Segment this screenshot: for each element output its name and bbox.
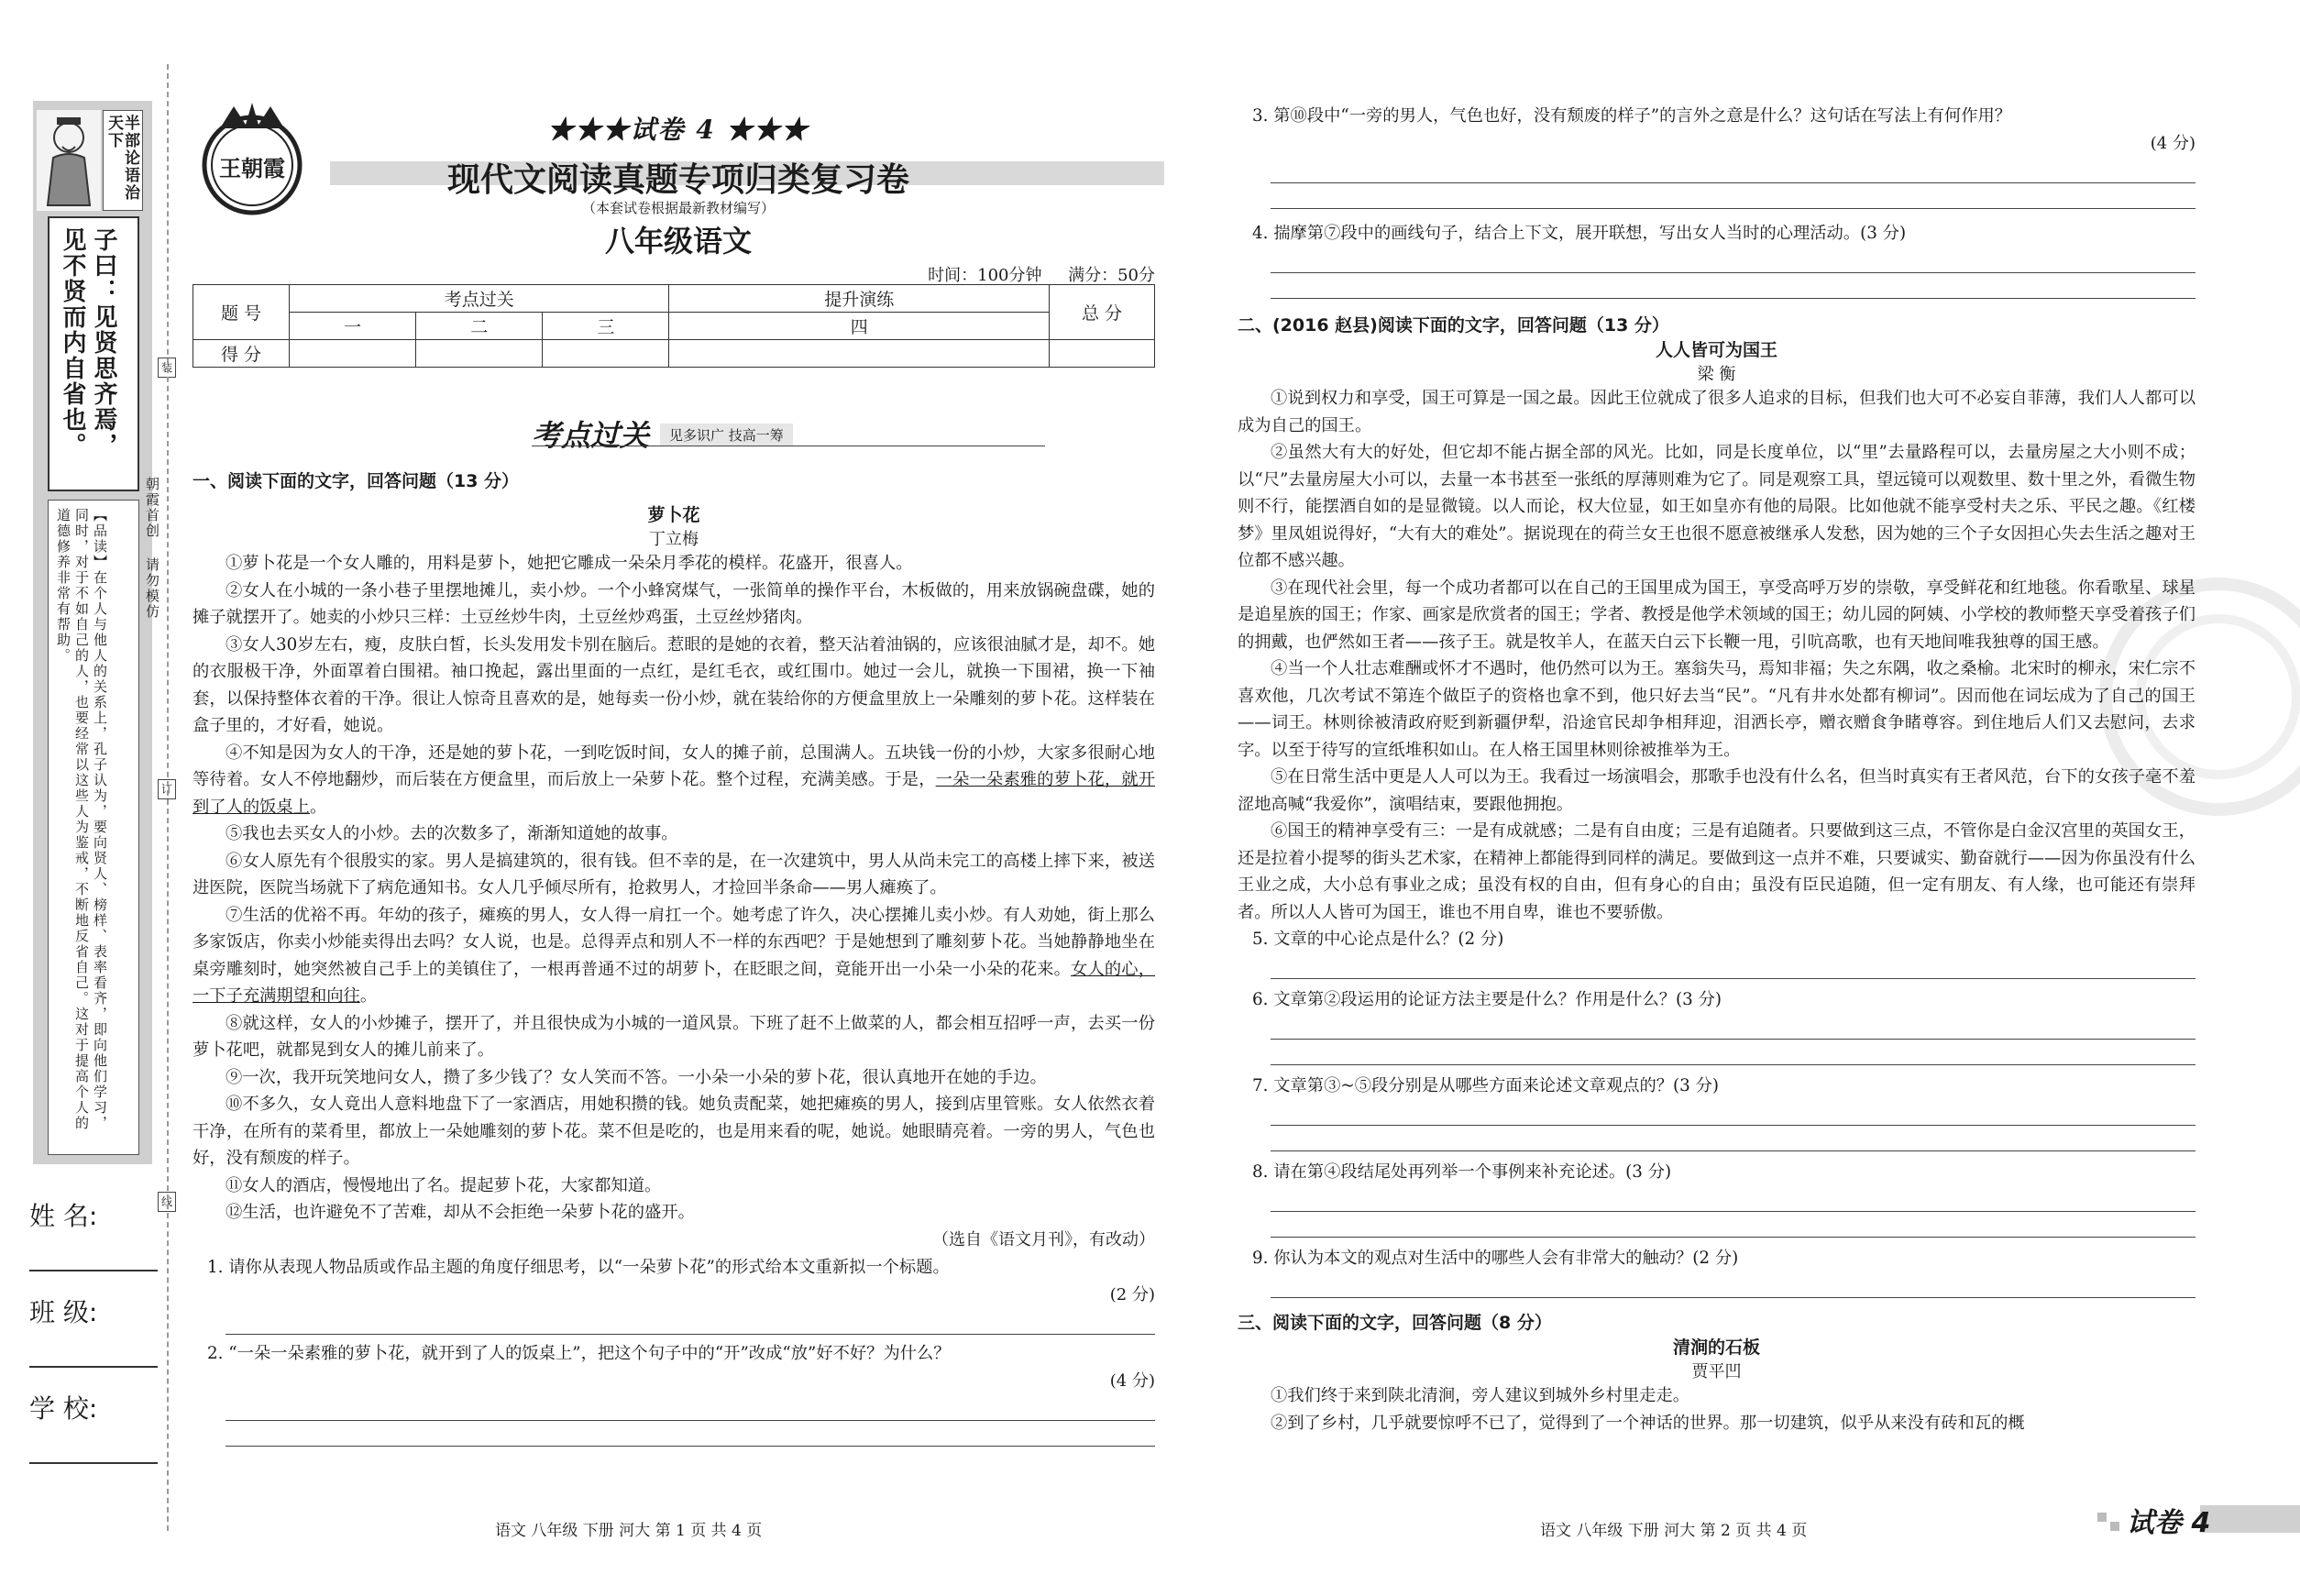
score-col: 二 [416, 313, 543, 340]
score-group-1: 考点过关 [290, 285, 669, 313]
paragraph: ①说到权力和享受，国王可算是一国之最。因此王位就成了很多人追求的目标，但我们也大可不必妄自菲薄，我们人人都可以成为自己的国王。 [1238, 389, 2195, 435]
question-points: (2 分) [1109, 1284, 1155, 1304]
paragraph: ⑤在日常生活中更是人人可以为王。我看过一场演唱会，那歌手也没有什么名，但当时真实有王者风范，台下的女孩子毫不羞涩地高喊“我爱你”，演唱结束，要跟他拥抱。 [1238, 767, 2195, 814]
paragraph: ⑩不多久，女人竟出人意料地盘下了一家酒店，用她积攒的钱。她负责配菜，她把瘫痪的男人，接到店里管账。女人依然衣着干净，在所有的菜肴里，都放上一朵她雕刻的萝卜花。菜不但是吃的，也是用来看的呢，她说。她眼睛亮着。一旁的男人，气色也好，没有颓废的样子。 [193, 1095, 1155, 1168]
article2-title: 人人皆可为国王 [1655, 340, 1777, 360]
paragraph: ②女人在小城的一条小巷子里摆地摊儿，卖小炒。一个小蜂窝煤气，一张简单的操作平台，木板做的，用来放锅碗盘碟，她的摊子就摆开了。她卖的小炒只三样：土豆丝炒牛肉，土豆丝炒鸡蛋，土豆丝炒猪肉。 [193, 580, 1155, 627]
paper-tag-label: 试卷 4 [2127, 1507, 2211, 1539]
paragraph: ①我们终于来到陕北清涧，旁人建议到城外乡村里走走。 [1271, 1386, 1690, 1405]
paragraph: ⑥国王的精神享受有三：一是有成就感；二是有自由度；三是有追随者。只要做到这三点，不管你是白金汉宫里的英国女王，还是拉着小提琴的街头艺术家，在精神上都能得到同样的满足。要做到这一点并不难，只要诚实、勤奋就行——因为你虽没有什么王业之成，大小总有事业之成；虽没有权的自由，但有身心的自由；虽没有臣民追随，但一定有朋友、有人缘，也可能还有崇拜者。所以人人皆可为国王，谁也不用自卑，谁也不要骄傲。 [1238, 821, 2195, 922]
answer-line[interactable] [1271, 1014, 2195, 1040]
binding-mark: 订 [158, 779, 176, 799]
question-points: (4 分) [1109, 1370, 1155, 1391]
score-col: 三 [543, 313, 669, 340]
answer-line[interactable] [226, 1395, 1155, 1421]
paragraph: ①萝卜花是一个女人雕的，用料是萝卜，她把它雕成一朵朵月季花的模样。花盛开，很喜人。 [226, 554, 913, 573]
answer-line[interactable] [226, 1309, 1155, 1335]
footer-right: 语文 八年级 下册 河大 第 2 页 共 4 页 [1540, 1522, 1808, 1540]
full-score: 满分：50分 [1068, 266, 1155, 285]
paper-subnote: （本套试卷根据最新教材编写） [581, 200, 775, 216]
cut-line [167, 64, 169, 1531]
paper-tag [2090, 1494, 2300, 1542]
part2-heading: 二、(2016 赵县)阅读下面的文字，回答问题（13 分） [1238, 315, 1669, 336]
name-label: 姓 名: [29, 1201, 98, 1231]
score-cell[interactable] [290, 340, 416, 368]
answer-line[interactable] [1271, 953, 2195, 979]
paragraph: ②虽然大有大的好处，但它却不能占据全部的风光。比如，同是长度单位，以“里”去量路程可以，去量房屋之大小则不成；以“尺”去量房屋大小可以，去量一本书甚至一张纸的厚薄则难为它了。同是观察工具，望远镜可以观数里、数十里之外，看微生物则不行，能摆酒自如的是显微镜。以人而论，权大位显，如王如皇亦有他的局限。比如他就不能享受村夫之乐、平民之趣。《红楼梦》里凤姐说得好，“大有大的难处”。据说现在的荷兰女王也很不愿意被继承人发愁，因为她的三个子女因担心失去生活之趣对王位都不感兴趣。 [1238, 443, 2195, 570]
paragraph: ⑫生活，也许避免不了苦难，却从不会拒绝一朵萝卜花的盛开。 [226, 1203, 695, 1222]
score-table [193, 284, 1155, 368]
pindu-note: 【品读】在个人与他人的关系上，孔子认为，要向贤人、榜样、表率看齐，即向他们学习，同时，对于不如自己的人，也要经常以这些人为鉴戒，不断地反省自己。这对于提高个人的道德修养非常有帮助。 [48, 500, 139, 1155]
question-9: 9. 你认为本文的观点对生活中的哪些人会有非常大的触动？(2 分) [1252, 1249, 1739, 1268]
score-cell[interactable] [669, 340, 1050, 368]
binding-mark: 装 [158, 358, 176, 378]
article1-author: 丁立梅 [649, 530, 699, 549]
answer-line[interactable] [226, 1421, 1155, 1447]
class-label: 班 级: [29, 1297, 98, 1327]
answer-line[interactable] [1271, 273, 2195, 299]
copyright-note: 朝霞首创 请勿模仿 [144, 477, 160, 620]
motto-small: 半部论语治天下 [103, 110, 143, 211]
class-line[interactable] [29, 1366, 158, 1368]
school-line[interactable] [29, 1462, 158, 1464]
binding-margin [0, 0, 172, 1596]
paragraph: ⑤我也去买女人的小炒。去的次数多了，渐渐知道她的故事。 [226, 824, 678, 843]
answer-line[interactable] [1271, 158, 2195, 183]
answer-line[interactable] [1271, 1272, 2195, 1298]
score-total: 总 分 [1050, 285, 1155, 340]
paper-number: ★★★试卷 4 ★★★ [547, 115, 809, 145]
confucius-portrait-icon [37, 110, 101, 211]
time-limit: 时间：100分钟 [928, 266, 1042, 285]
article3-title: 清涧的石板 [1672, 1337, 1760, 1358]
answer-line[interactable] [1271, 1100, 2195, 1126]
part1-heading: 一、阅读下面的文字，回答问题（13 分） [193, 471, 520, 491]
score-cell[interactable] [543, 340, 669, 368]
underlined-sentence: 一朵一朵素雅的萝卜花，就开到了人的饭桌上 [193, 770, 1156, 817]
paragraph: ⑥女人原先有个很殷实的家。男人是搞建筑的，很有钱。但不幸的是，在一次建筑中，男人从尚未完工的高楼上摔下来，被送进医院，医院当场就下了病危通知书。女人几乎倾尽所有，抢救男人，才捡回半条命——男人瘫痪了。 [193, 851, 1155, 897]
paragraph: ⑧就这样，女人的小炒摊子，摆开了，并且很快成为小城的一道风景。下班了赶不上做菜的人，都会相互招呼一声，去买一份萝卜花吧，就都晃到女人的摊儿前来了。 [193, 1013, 1155, 1060]
article3-author: 贾平凹 [1691, 1362, 1742, 1381]
score-row-label: 得 分 [193, 340, 290, 368]
confucius-quote: 子曰：见贤思齐焉，见不贤而内自省也。 [48, 216, 139, 491]
score-col: 四 [669, 313, 1050, 340]
score-col: 一 [290, 313, 416, 340]
badge-slogan: 见多识广 技高一筹 [660, 424, 793, 446]
question-7: 7. 文章第③~⑤段分别是从哪些方面来论述文章观点的？(3 分) [1252, 1076, 1720, 1095]
question-5: 5. 文章的中心论点是什么？(2 分) [1252, 930, 1504, 949]
question-1: 1. 请你从表现人物品质或作品主题的角度仔细思考，以“一朵萝卜花”的形式给本文重新拟一个标题。 [207, 1257, 950, 1277]
score-cell[interactable] [416, 340, 543, 368]
article1-title: 萝卜花 [647, 505, 700, 525]
question-points: (4 分) [2150, 134, 2195, 153]
paragraph: ⑪女人的酒店，慢慢地出了名。提起萝卜花，大家都知道。 [226, 1175, 662, 1195]
right-page [1238, 103, 2195, 1436]
paragraph: ④不知是因为女人的干净，还是她的萝卜花，一到吃饭时间，女人的摊子前，总围满人。五块钱一份的小炒，大家多很耐心地等待着。女人不停地翻炒，而后装在方便盒里，而后放上一朵萝卜花。整个过程，充满美感。于是，一朵一朵素雅的萝卜花，就开到了人的饭桌上。 [193, 743, 1156, 817]
section-badge [532, 413, 1045, 453]
answer-line[interactable] [1271, 183, 2195, 209]
underlined-sentence: 女人的心，一下子充满期望和向往 [193, 959, 1156, 1006]
paragraph: ③女人30岁左右，瘦，皮肤白皙，长头发用发卡别在脑后。惹眼的是她的衣着，整天沾着油锅的，应该很油腻才是，却不。她的衣服极干净，外面罩着白围裙。袖口挽起，露出里面的一点红，是红毛衣，或红围巾。她过一会儿，就换一下围裙，换一下袖套，以保持整体衣着的干净。很让人惊奇且喜欢的是，她每卖一份小炒，就在装给你的方便盒里放上一朵雕刻的萝卜花。这样装在盒子里的，才好看，她说。 [193, 634, 1155, 735]
paragraph: ④当一个人壮志难酬或怀才不遇时，他仍然可以为王。塞翁失马，焉知非福；失之东隅，收之桑榆。北宋时的柳永，宋仁宗不喜欢他，几次考试不第连个做臣子的资格也拿不到，他只好去当“民”。“凡有井水处都有柳词”。因而他在词坛成为了自己的国王——词王。林则徐被清政府贬到新疆伊犁，沿途官民却争相拜迎，泪洒长亭，赠衣赠食争睹尊容。到住地后人们又去慰问，去求字。以至于待写的宣纸堆积如山。在人格王国里林则徐被推举为王。 [1238, 659, 2195, 760]
answer-line[interactable] [1271, 1186, 2195, 1212]
school-label: 学 校: [29, 1393, 98, 1424]
article2-author: 梁 衡 [1697, 365, 1736, 384]
question-8: 8. 请在第④段结尾处再列举一个事例来补充论述。(3 分) [1252, 1162, 1672, 1182]
score-cell[interactable] [1050, 340, 1155, 368]
score-group-2: 提升演练 [669, 285, 1050, 313]
paragraph: ⑨一次，我开玩笑地问女人，攒了多少钱了？女人笑而不答。一小朵一小朵的萝卜花，很认真地开在她的手边。 [226, 1067, 1047, 1087]
answer-line[interactable] [1271, 1212, 2195, 1238]
question-2: 2. “一朵一朵素雅的萝卜花，就开到了人的饭桌上”，把这个句子中的“开”改成“放”好不好？为什么？ [207, 1343, 951, 1363]
paragraph: ⑦生活的优裕不再。年幼的孩子，瘫痪的男人，女人得一肩扛一个。她考虑了许久，决心摆摊儿卖小炒。有人劝她，街上那么多家饭店，你卖小炒能卖得出去吗？女人说，也是。总得弄点和别人不一样的东西吧？于是她想到了雕刻萝卜花。当她静静地坐在桌旁雕刻时，她突然被自己手上的美镇住了，一根再普通不过的胡萝卜，在眨眼之间，竟能开出一小朵一小朵的花来。女人的心，一下子充满期望和向往。 [193, 905, 1156, 1006]
binding-mark: 线 [158, 1192, 176, 1212]
paragraph: ②到了乡村，几乎就要惊呼不已了，觉得到了一个神话的世界。那一切建筑，似乎从来没有砖和瓦的概 [1271, 1413, 2025, 1433]
part1 [193, 468, 1155, 1447]
svg-text:王朝霞: 王朝霞 [219, 155, 285, 182]
answer-line[interactable] [1271, 248, 2195, 273]
part3-heading: 三、阅读下面的文字，回答问题（8 分） [1238, 1313, 1552, 1333]
name-line[interactable] [29, 1270, 158, 1271]
paragraph: ③在现代社会里，每一个成功者都可以在自己的王国里成为国王，享受高呼万岁的崇敬，享受鲜花和红地毯。你看歌星、球星是追星族的国王；作家、画家是欣赏者的国王；学者、教授是他学术领域的国王；幼儿园的阿姨、小学校的教师整天享受着孩子们的拥戴，也俨然如王者——孩子王。就是牧羊人，在蓝天白云下长鞭一甩，引吭高歌，也有天地间唯我独尊的国王感。 [1238, 578, 2195, 652]
time-score-bar [193, 262, 1155, 286]
paper-title: 现代文阅读真题专项归类复习卷 [446, 161, 909, 199]
question-4: 4. 揣摩第⑦段中的画线句子，结合上下文，展开联想，写出女人当时的心理活动。(3 分) [1252, 224, 1907, 243]
question-6: 6. 文章第②段运用的论证方法主要是什么？作用是什么？(3 分) [1252, 990, 1722, 1009]
score-row-label: 题 号 [193, 285, 290, 340]
question-3: 3. 第⑩段中“一旁的男人，气色也好，没有颓废的样子”的言外之意是什么？这句话在写法上有何作用？ [1252, 106, 2012, 126]
paper-grade: 八年级语文 [604, 224, 752, 259]
answer-line[interactable] [1271, 1040, 2195, 1065]
badge-title: 考点过关 [532, 418, 650, 453]
answer-line[interactable] [1271, 1126, 2195, 1151]
article-source: （选自《语文月刊》，有改动） [932, 1229, 1155, 1249]
footer-left: 语文 八年级 下册 河大 第 1 页 共 4 页 [495, 1522, 763, 1540]
